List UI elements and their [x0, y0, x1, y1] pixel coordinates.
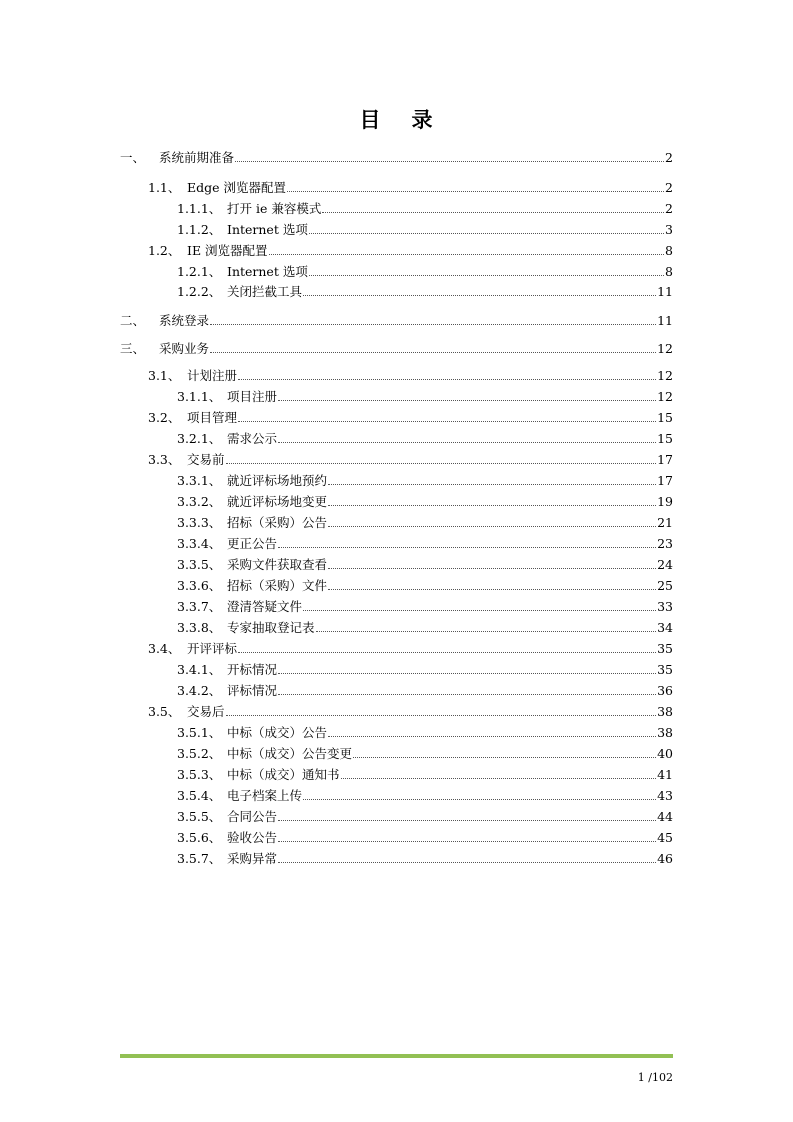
- toc-entry-number: 3.4.1、: [177, 662, 222, 677]
- toc-entry[interactable]: [177, 574, 673, 594]
- toc-dot-leader: [235, 160, 664, 162]
- toc-entry-label: 需求公示: [227, 431, 278, 446]
- toc-entry-label: 采购异常: [227, 851, 278, 866]
- footer-divider: [120, 1054, 673, 1058]
- toc-entry-label: 中标（成交）公告: [227, 725, 328, 740]
- toc-entry[interactable]: [177, 197, 673, 217]
- toc-entry-number: 3.5.7、: [177, 851, 222, 866]
- toc-entry-page-number: 12: [657, 389, 673, 404]
- title-char-2: 录: [411, 108, 434, 132]
- toc-entry[interactable]: [177, 805, 673, 825]
- toc-entry-label: 中标（成交）公告变更: [227, 746, 353, 761]
- toc-entry-label: 招标（采购）公告: [227, 515, 328, 530]
- toc-entry-page-number: 19: [657, 494, 673, 509]
- toc-entry-number: 3.5.2、: [177, 746, 222, 761]
- toc-entry-page-number: 12: [657, 341, 673, 356]
- toc-dot-leader: [238, 420, 656, 422]
- toc-dot-leader: [278, 441, 656, 443]
- toc-entry-page-number: 2: [665, 150, 673, 165]
- toc-entry-page-number: 21: [657, 515, 673, 530]
- toc-entry[interactable]: [148, 637, 673, 657]
- toc-dot-leader: [328, 483, 656, 485]
- toc-entry-number: 1.2.1、: [177, 264, 222, 279]
- toc-entry-page-number: 17: [657, 473, 673, 488]
- toc-dot-leader: [322, 211, 664, 213]
- toc-entry-label: 开评评标: [187, 641, 238, 656]
- toc-entry-label: 开标情况: [227, 662, 278, 677]
- toc-entry-page-number: 2: [665, 201, 673, 216]
- toc-entry-label: 系统前期准备: [159, 150, 235, 165]
- toc-dot-leader: [278, 819, 656, 821]
- toc-entry-page-number: 25: [657, 578, 673, 593]
- toc-entry-number: 3.3.1、: [177, 473, 222, 488]
- toc-dot-leader: [303, 609, 656, 611]
- toc-entry-label: 打开 ie 兼容模式: [227, 201, 322, 216]
- toc-entry-page-number: 38: [657, 704, 673, 719]
- toc-entry-number: 3.3.3、: [177, 515, 222, 530]
- toc-entry-number: 3.2.1、: [177, 431, 222, 446]
- toc-entry-page-number: 2: [665, 180, 673, 195]
- toc-entry-page-number: 44: [657, 809, 673, 824]
- toc-entry[interactable]: [177, 385, 673, 405]
- toc-entry[interactable]: [177, 553, 673, 573]
- toc-entry[interactable]: [177, 679, 673, 699]
- toc-entry-label: 验收公告: [227, 830, 278, 845]
- page-number: 1 /102: [637, 1071, 673, 1084]
- toc-entry[interactable]: [177, 469, 673, 489]
- toc-entry-page-number: 35: [657, 662, 673, 677]
- toc-entry[interactable]: [177, 826, 673, 846]
- toc-entry-label: 交易前: [187, 452, 225, 467]
- toc-entry-label: 合同公告: [227, 809, 278, 824]
- toc-dot-leader: [226, 714, 657, 716]
- toc-entry-page-number: 24: [657, 557, 673, 572]
- toc-entry-label: 计划注册: [187, 368, 238, 383]
- toc-entry-page-number: 3: [665, 222, 673, 237]
- toc-entry-label: 专家抽取登记表: [227, 620, 315, 635]
- toc-entry[interactable]: [148, 239, 673, 259]
- toc-entry-number: 3.4、: [148, 641, 181, 656]
- toc-entry-number: 3.5.6、: [177, 830, 222, 845]
- toc-entry-label: Edge 浏览器配置: [187, 180, 286, 195]
- toc-entry-number: 3.3.8、: [177, 620, 222, 635]
- toc-dot-leader: [226, 462, 657, 464]
- toc-dot-leader: [309, 232, 664, 234]
- toc-entry-label: 系统登录: [159, 313, 210, 328]
- toc-entry-label: 就近评标场地预约: [227, 473, 328, 488]
- toc-entry-number: 3.1.1、: [177, 389, 222, 404]
- toc-entry-number: 1.1.2、: [177, 222, 222, 237]
- toc-dot-leader: [238, 378, 656, 380]
- toc-entry-page-number: 46: [657, 851, 673, 866]
- toc-entry-number: 3.4.2、: [177, 683, 222, 698]
- toc-entry-page-number: 8: [665, 264, 673, 279]
- toc-entry-number: 二、: [120, 313, 146, 328]
- toc-entry-number: 3.3.2、: [177, 494, 222, 509]
- toc-entry-page-number: 38: [657, 725, 673, 740]
- toc-dot-leader: [287, 190, 664, 192]
- toc-entry-number: 1.2、: [148, 243, 181, 258]
- toc-entry-label: 评标情况: [227, 683, 278, 698]
- toc-entry[interactable]: [177, 616, 673, 636]
- toc-entry-number: 3.5.4、: [177, 788, 222, 803]
- toc-entry-label: IE 浏览器配置: [187, 243, 268, 258]
- toc-entry-label: 中标（成交）通知书: [227, 767, 340, 782]
- toc-entry-page-number: 23: [657, 536, 673, 551]
- toc-entry-page-number: 34: [657, 620, 673, 635]
- toc-entry-number: 一、: [120, 150, 146, 165]
- toc-entry-page-number: 45: [657, 830, 673, 845]
- toc-entry-number: 3.3.4、: [177, 536, 222, 551]
- toc-entry-number: 3.3、: [148, 452, 181, 467]
- toc-dot-leader: [328, 588, 656, 590]
- toc-entry[interactable]: [177, 742, 673, 762]
- toc-entry-number: 3.5.1、: [177, 725, 222, 740]
- toc-dot-leader: [328, 567, 656, 569]
- toc-entry[interactable]: [148, 176, 673, 196]
- toc-entry-page-number: 11: [657, 313, 673, 328]
- toc-entry-number: 3.3.5、: [177, 557, 222, 572]
- toc-entry[interactable]: [148, 448, 673, 468]
- toc-dot-leader: [303, 294, 656, 296]
- toc-entry-page-number: 11: [657, 284, 673, 299]
- toc-entry-number: 1.1、: [148, 180, 181, 195]
- toc-entry-number: 三、: [120, 341, 146, 356]
- toc-dot-leader: [328, 504, 656, 506]
- toc-entry-number: 3.2、: [148, 410, 181, 425]
- toc-entry-number: 3.3.7、: [177, 599, 222, 614]
- toc-entry-number: 3.5、: [148, 704, 181, 719]
- toc-entry[interactable]: [177, 490, 673, 510]
- toc-entry-page-number: 12: [657, 368, 673, 383]
- toc-entry[interactable]: [148, 364, 673, 384]
- toc-entry-label: 更正公告: [227, 536, 278, 551]
- toc-entry[interactable]: [177, 784, 673, 804]
- toc-dot-leader: [309, 274, 664, 276]
- toc-entry[interactable]: [177, 721, 673, 741]
- toc-entry[interactable]: [177, 847, 673, 867]
- toc-entry-page-number: 15: [657, 431, 673, 446]
- toc-entry-label: Internet 选项: [227, 222, 308, 237]
- toc-entry-page-number: 17: [657, 452, 673, 467]
- toc-entry[interactable]: [177, 763, 673, 783]
- toc-dot-leader: [278, 840, 656, 842]
- toc-entry[interactable]: [177, 260, 673, 280]
- toc-entry-number: 3.5.5、: [177, 809, 222, 824]
- toc-dot-leader: [278, 546, 656, 548]
- toc-entry-label: 澄清答疑文件: [227, 599, 303, 614]
- toc-entry-label: 采购文件获取查看: [227, 557, 328, 572]
- toc-entry[interactable]: [120, 337, 673, 357]
- toc-entry[interactable]: [148, 700, 673, 720]
- toc-dot-leader: [328, 735, 656, 737]
- toc-dot-leader: [278, 861, 656, 863]
- page-title: [0, 104, 793, 134]
- toc-entry[interactable]: [177, 218, 673, 238]
- toc-entry-label: 交易后: [187, 704, 225, 719]
- toc-entry-label: 项目注册: [227, 389, 278, 404]
- toc-entry[interactable]: [177, 427, 673, 447]
- toc-entry[interactable]: [177, 595, 673, 615]
- toc-dot-leader: [238, 651, 656, 653]
- toc-entry-label: 采购业务: [159, 341, 210, 356]
- toc-entry-number: 3.3.6、: [177, 578, 222, 593]
- toc-entry-label: 就近评标场地变更: [227, 494, 328, 509]
- toc-entry[interactable]: [120, 309, 673, 329]
- toc-entry-label: Internet 选项: [227, 264, 308, 279]
- toc-entry[interactable]: [120, 146, 673, 166]
- toc-entry-number: 1.1.1、: [177, 201, 222, 216]
- toc-entry-page-number: 43: [657, 788, 673, 803]
- toc-entry[interactable]: [177, 658, 673, 678]
- toc-dot-leader: [341, 777, 657, 779]
- toc-dot-leader: [278, 399, 656, 401]
- toc-entry[interactable]: [177, 532, 673, 552]
- toc-entry-label: 项目管理: [187, 410, 238, 425]
- title-char-1: 目: [359, 108, 382, 132]
- toc-entry-label: 电子档案上传: [227, 788, 303, 803]
- toc-dot-leader: [328, 525, 656, 527]
- toc-entry[interactable]: [148, 406, 673, 426]
- toc-entry[interactable]: [177, 280, 673, 300]
- toc-entry-number: 3.5.3、: [177, 767, 222, 782]
- toc-entry-page-number: 15: [657, 410, 673, 425]
- toc-dot-leader: [278, 672, 656, 674]
- toc-dot-leader: [278, 693, 656, 695]
- toc-entry-label: 关闭拦截工具: [227, 284, 303, 299]
- toc-dot-leader: [210, 351, 656, 353]
- toc-dot-leader: [269, 253, 665, 255]
- toc-entry-page-number: 35: [657, 641, 673, 656]
- toc-dot-leader: [303, 798, 656, 800]
- toc-dot-leader: [210, 323, 656, 325]
- toc-entry-page-number: 40: [657, 746, 673, 761]
- toc-dot-leader: [353, 756, 656, 758]
- toc-entry[interactable]: [177, 511, 673, 531]
- toc-entry-number: 3.1、: [148, 368, 181, 383]
- toc-entry-page-number: 36: [657, 683, 673, 698]
- toc-dot-leader: [316, 630, 657, 632]
- toc-entry-page-number: 33: [657, 599, 673, 614]
- toc-entry-number: 1.2.2、: [177, 284, 222, 299]
- toc-entry-page-number: 8: [665, 243, 673, 258]
- toc-entry-page-number: 41: [657, 767, 673, 782]
- toc-entry-label: 招标（采购）文件: [227, 578, 328, 593]
